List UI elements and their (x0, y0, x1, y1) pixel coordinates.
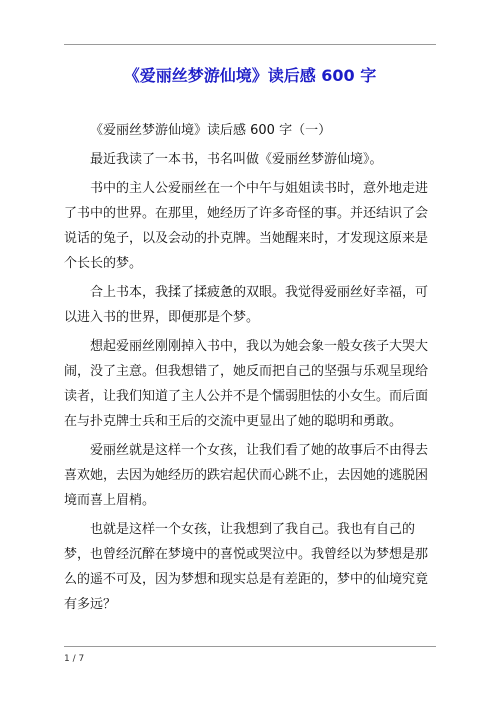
footer-divider (64, 646, 436, 647)
paragraph: 也就是这样一个女孩，让我想到了我自己。我也有自己的梦，也曾经沉醉在梦境中的喜悦或哭泣中。我曾经以为梦想是那么的遥不可及，因为梦想和现实总是有差距的，梦中的仙境究竟有多远？ (64, 522, 429, 612)
paragraph: 书中的主人公爱丽丝在一个中午与姐姐读书时，意外地走进了书中的世界。在那里，她经历了许多奇怪的事。并还结识了会说话的兔子，以及会动的扑克牌。当她醒来时，才发现这原来是个长长的梦。 (64, 181, 429, 271)
paragraph: 想起爱丽丝刚刚掉入书中，我以为她会象一般女孩子大哭大闹，没了主意。但我想错了，她反而把自己的坚强与乐观呈现给读者，让我们知道了主人公并不是个懦弱胆怯的小女生。而后面在与扑克牌士兵和王后的交流中更显出了她的聪明和勇敢。 (64, 339, 429, 429)
header-divider (64, 44, 436, 45)
page-number: 1 / 7 (64, 654, 85, 664)
paragraph: 最近我读了一本书，书名叫做《爱丽丝梦游仙境》。 (90, 152, 383, 167)
paragraph: 合上书本，我揉了揉疲惫的双眼。我觉得爱丽丝好幸福，可以进入书的世界，即便那是个梦。 (64, 285, 429, 325)
paragraph: 爱丽丝就是这样一个女孩，让我们看了她的故事后不由得去喜欢她，去因为她经历的跌宕起伏而心跳不止，去因她的逃脱困境而喜上眉梢。 (64, 443, 429, 508)
document-title: 《爱丽丝梦游仙境》读后感 600 字 (123, 66, 377, 85)
document-body (64, 118, 436, 621)
paragraph-subtitle: 《爱丽丝梦游仙境》读后感 600 字（一） (90, 123, 332, 138)
